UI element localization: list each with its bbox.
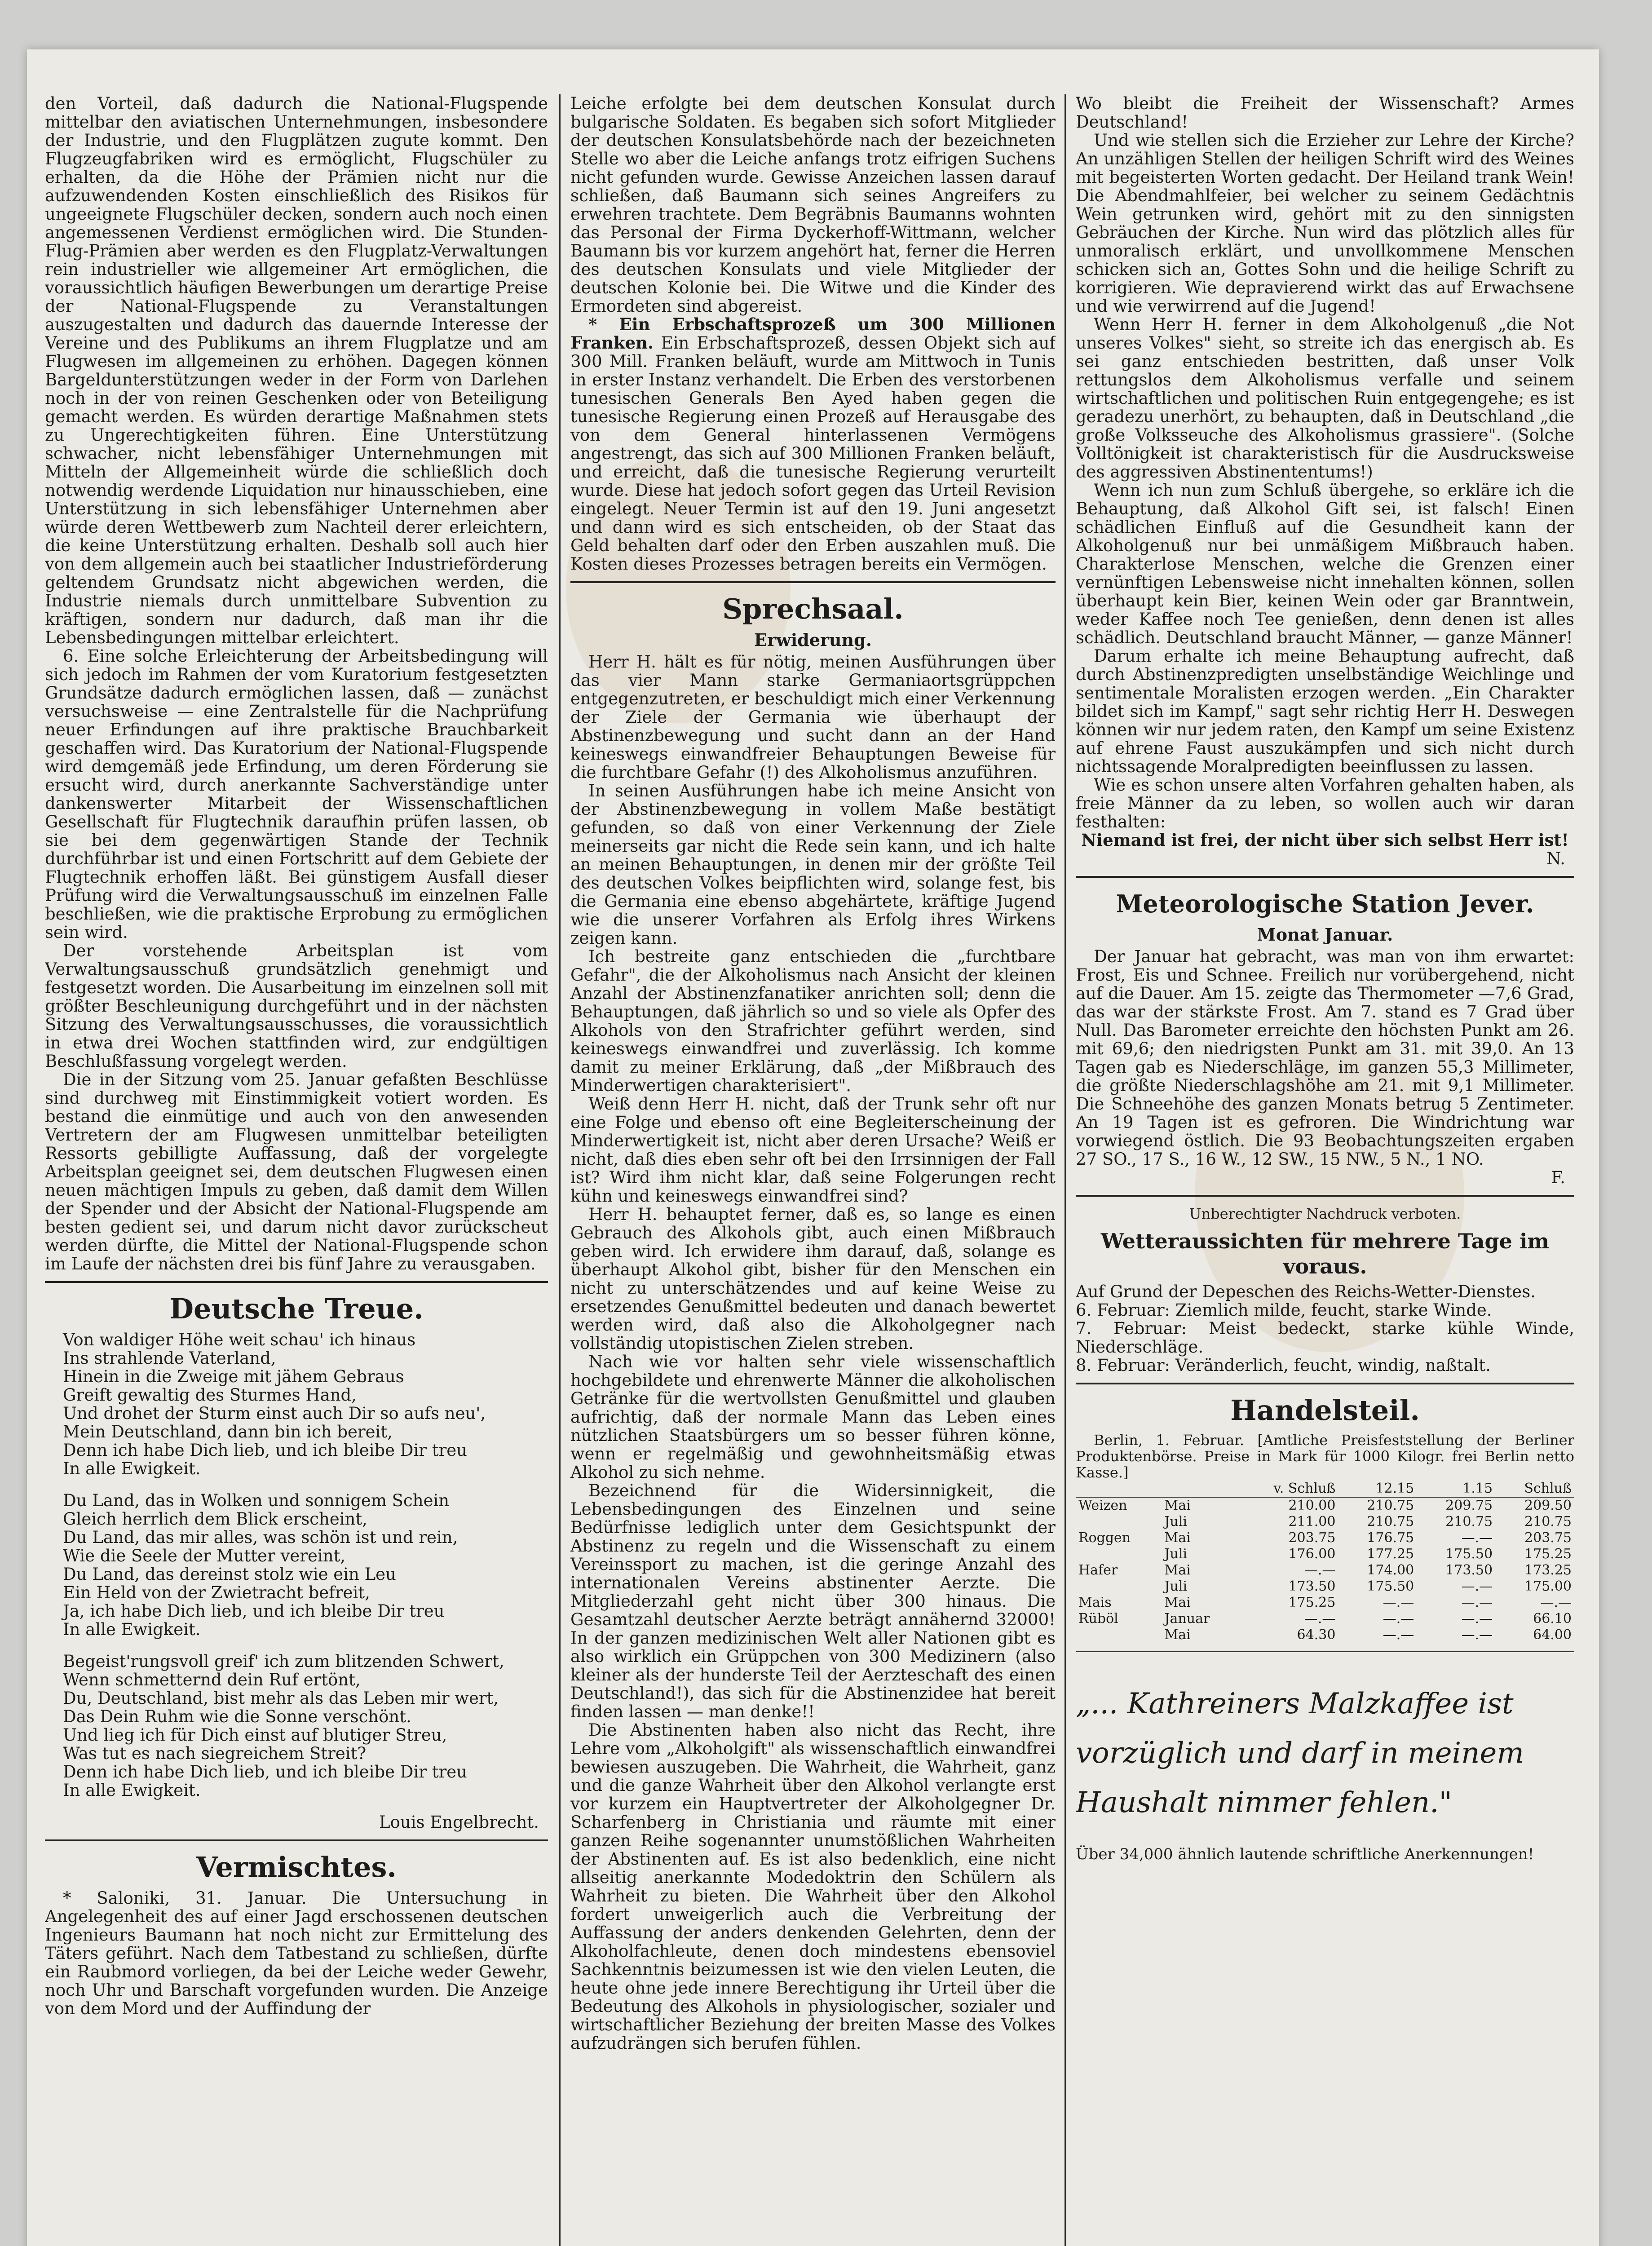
table-cell: —.— [1383, 1611, 1414, 1627]
column-2 [570, 94, 1056, 2246]
column-1 [45, 94, 548, 2246]
table-row [1076, 1578, 1574, 1595]
table-cell: Juli [1164, 1514, 1188, 1530]
article-paragraph: 6. Eine solche Erleichterung der Arbeitsbedingung will sich jedoch im Rahmen der vom Kuratorium festgesetzten Grundsätze dadurch ermöglichen lassen, daß — zunächst versuchsweise — eine Zentralstelle für die Nachprüfung neuer Erfindungen auf ihre praktische Brauchbarkeit geschaffen wird. Das Kuratorium der National-Flugspende wird demgemäß jede Erfindung, um deren Förderung sie ersucht wird, durch anerkannte Sachverständige unter dankenswerter Mitarbeit der Wissenschaftlichen Gesellschaft für Flugtechnik daraufhin prüfen lassen, ob sie bei dem gegenwärtigen Stande der Technik durchführbar ist und einen Fortschritt auf dem Gebiete der Flugtechnik erhoffen läßt. Bei günstigem Ausfall dieser Prüfung wird die Verwaltungsausschuß im einzelnen Falle beschließen, wie die praktische Erprobung zu ermöglichen sein wird. [45, 646, 548, 942]
table-cell: Juli [1164, 1546, 1188, 1562]
divider [570, 581, 1056, 583]
market-intro: Berlin, 1. Februar. [Amtliche Preisfeststellung der Berliner Produktenbörse. Preise in Mark für 1000 Kilogr. frei Berlin netto Kasse.] [1076, 1432, 1574, 1481]
table-cell: 211.00 [1288, 1514, 1336, 1530]
meteorology-subtitle: Monat Januar. [1257, 924, 1393, 945]
table-row [1076, 1530, 1574, 1546]
table-cell: 210.75 [1367, 1498, 1414, 1513]
table-header: Schluß [1495, 1481, 1574, 1497]
table-cell: Mai [1164, 1562, 1191, 1578]
table-cell: —.— [1383, 1627, 1414, 1643]
article-paragraph: Nach wie vor halten sehr viele wissenschaftlich hochgebildete und ehrenwerte Männer die alkoholischen Getränke für die wertvollsten Genußmittel und glauben aufrichtig, daß der normale Mann das Leben eines nützlichen Staatsbürgers um so besser führen könne, wenn er regelmäßig und gewohnheitsmäßig etwas Alkohol zu sich nehme. [570, 1352, 1056, 1482]
poem-line: Und drohet der Sturm einst auch Dir so aufs neu', [63, 1404, 486, 1423]
table-cell: Mai [1164, 1627, 1191, 1643]
newspaper-page [27, 49, 1599, 2246]
table-cell: 209.50 [1524, 1498, 1572, 1513]
table-header-row [1076, 1481, 1574, 1497]
poem-line: Du Land, das mir alles, was schön ist und rein, [63, 1528, 458, 1547]
poem-line: Ja, ich habe Dich lieb, und ich bleibe Dir treu [63, 1601, 445, 1621]
weather-item: 7. Februar: Meist bedeckt, starke kühle Winde, Niederschläge. [1076, 1319, 1574, 1357]
table-row [1076, 1562, 1574, 1578]
table-cell: Roggen [1078, 1530, 1131, 1546]
advertisement-text: „... Kathreiners Malzkaffee ist vorzüglich und darf in meinem Haushalt nimmer fehlen." [1076, 1687, 1524, 1819]
poem-author: Louis Engelbrecht. [379, 1813, 539, 1832]
poem-line: In alle Ewigkeit. [63, 1620, 201, 1639]
article-paragraph: Wenn ich nun zum Schluß übergehe, so erkläre ich die Behauptung, daß Alkohol Gift sei, ist falsch! Einen schädlichen Einfluß auf die Gesundheit kann der Alkoholgenuß nur bei unmäßigem Mißbrauch haben. Charakterlose Menschen, welche die Grenzen einer vernünftigen Lebensweise nicht innehalten können, sollen überhaupt kein Bier, keinen Wein oder gar Branntwein, weder Kaffee noch Tee genießen, denn denen ist alles schädlich. Deutschland braucht Männer, — ganze Männer! [1076, 481, 1574, 647]
table-cell: 173.50 [1288, 1578, 1336, 1594]
article-paragraph: Ich bestreite ganz entschieden die „furchtbare Gefahr", die der Alkoholismus nach Ansicht der kleinen Anzahl der Abstinenzfanatiker anrichten soll; denn die Behauptungen, daß jährlich so und so viele als Opfer des Alkohols von den Strafrichter geführt werden, sind keineswegs einwandfrei und zuverlässig. Ich komme damit zu meiner Erklärung, daß „der Mißbrauch des Minderwertigen charakterisiert". [570, 947, 1056, 1095]
table-cell: 64.00 [1533, 1627, 1572, 1643]
table-header [1162, 1481, 1238, 1497]
poem-title: Deutsche Treue. [169, 1292, 424, 1325]
divider [1076, 1651, 1574, 1652]
poem-line: Du, Deutschland, bist mehr als das Leben mir wert, [63, 1689, 499, 1708]
table-cell: 64.30 [1297, 1627, 1336, 1643]
article-paragraph: Bezeichnend für die Widersinnigkeit, die Lebensbedingungen des Einzelnen und seine Bedürfnisse lediglich unter dem Gesichtspunkt der Abstinenz zu regeln und die Wissenschaft zu einem Vereinssport zu machen, ist die geringe Anzahl des internationalen Vereins abstinenter Aerzte. Die Mitgliederzahl geht nicht über 300 hinaus. Die Gesamtzahl deutscher Aerzte beträgt annähernd 32000! In der ganzen medizinischen Welt aller Nationen gibt es also wirklich ein Grüppchen von 300 Medizinern (also kleiner als der hunderste Teil der Aerzteschaft des einen Deutschland!), das sich für die Abstinenzidee hat bereit finden lassen — man denke!! [570, 1481, 1056, 1721]
article-paragraph: den Vorteil, daß dadurch die National-Flugspende mittelbar den aviatischen Unternehmungen, insbesondere der Industrie, und den Flugplätzen zugute kommt. Den Flugzeugfabriken wird es ermöglicht, Flugschüler zu erhalten, da die Höhe der Prämien nicht nur die aufzuwendenden Kosten einschließlich des Risikos für ungeeignete Flugschüler decken, sondern auch noch einen angemessenen Verdienst ermöglichen wird. Die Stunden-Flug-Prämien aber werden es den Flugplatz-Verwaltungen rein industrieller wie allgemeiner Art ermöglichen, die voraussichtlich häufigen Bewerbungen um derartige Preise der National-Flugspende zu Veranstaltungen auszugestalten und dadurch das dauernde Interesse der Vereine und des Publikums an ihrem Flugplatze und am Flugwesen im allgemeinen zu erhöhen. Dagegen können Bargeldunterstützungen weder in der Form von Darlehen noch in der von reinen Geschenken oder von Beteiligung gemacht werden. Es würden derartige Maßnahmen stets zu Ungerechtigkeiten führen. Eine Unterstützung schwacher, nicht lebensfähiger Unternehmungen mit Mitteln der Allgemeinheit würde die schließlich doch notwendig werdende Liquidation nur hinausschieben, eine Unterstützung in sich lebensfähiger Unternehmen aber würde deren Wettbewerb zum Nachteil derer erleichtern, die keine Unterstützung erhalten. Deshalb soll auch hier von dem allgemein auch bei staatlicher Industrieförderung geltendem Grundsatz nicht abgewichen werden, die Industrie niemals durch unmittelbare Subvention zu kräftigen, sondern nur dadurch, daß man ihr die Lebensbedingungen mittelbar erleichtert. [45, 94, 548, 647]
weather-subtitle: Auf Grund der Depeschen des Reichs-Wetter-Dienstes. [1076, 1282, 1536, 1301]
table-cell: 177.25 [1367, 1546, 1414, 1562]
table-cell [1076, 1627, 1162, 1643]
table-cell: Mai [1164, 1530, 1191, 1546]
table-cell: —.— [1304, 1562, 1336, 1578]
table-cell: 210.00 [1288, 1498, 1336, 1513]
article-paragraph: Weiß denn Herr H. nicht, daß der Trunk sehr oft nur eine Folge und ebenso oft eine Begleiterscheinung der Minderwertigkeit ist, nicht aber deren Ursache? Weiß er nicht, daß dies eben sehr oft bei den Irrsinnigen der Fall ist? Wird ihm nicht klar, daß seine Folgerungen recht kühn und keineswegs einwandfrei sind? [570, 1094, 1056, 1206]
table-cell: 203.75 [1524, 1530, 1572, 1546]
article-paragraph: Die Abstinenten haben also nicht das Recht, ihre Lehre vom „Alkoholgift" als wissenschaftlich einwandfrei bewiesen auszugeben. Die Wahrheit, die Wahrheit, ganz und die ganze Wahrheit über den Alkohol verlangte erst vor kurzem ein Hauptvertreter der Alkoholgegner Dr. Scharfenberg in Christiania und räumte mit einer ganzen Reihe sogenannter unumstößlichen Wahrheiten der Abstinenten auf. Es ist also bedenklich, eine nicht allseitig anerkannte Modedoktrin den Schülern als Wahrheit zu bieten. Die Wahrheit über den Alkohol fordert unweigerlich auch die Verbreitung der Auffassung der anders denkenden Gelehrten, denn der Alkoholfachleute, denen doch mindestens ebensoviel Sachkenntnis beizumessen ist wie den vielen Leuten, die heute ohne jede innere Berechtigung ihr Urteil über die Bedeutung des Alkohols in physiologischer, sozialer und wirtschaftlicher Beziehung der breiten Masse des Volkes aufzudrängen sich berufen fühlen. [570, 1720, 1056, 2053]
motto-signature: N. [1546, 849, 1565, 868]
table-cell: 175.25 [1288, 1595, 1336, 1610]
table-row [1076, 1627, 1574, 1643]
article-paragraph [570, 315, 1056, 573]
article-paragraph: Der Januar hat gebracht, was man von ihm erwartet: Frost, Eis und Schnee. Freilich nur vorübergehend, nicht auf die Dauer. Am 15. zeigte das Thermometer —7,6 Grad, das war der stärkste Frost. Am 7. stand es 7 Grad über Null. Das Barometer erreichte den höchsten Punkt am 26. mit 69,6; den niedrigsten Punkt am 31. mit 39,0. An 13 Tagen gab es Niederschläge, im ganzen 55,3 Millimeter, die größte Niederschlagshöhe am 21. mit 9,1 Millimeter. Die Schneehöhe des ganzen Monats betrug 5 Zentimeter. An 19 Tagen ist es gefroren. Die Windrichtung war vorwiegend östlich. Die 93 Beobachtungszeiten ergaben 27 SO., 17 S., 16 W., 12 SW., 15 NW., 5 N., 1 NO. [1076, 947, 1574, 1169]
divider [1076, 1195, 1574, 1197]
table-cell: Juli [1164, 1578, 1188, 1594]
divider [1076, 876, 1574, 878]
table-cell: 210.75 [1367, 1514, 1414, 1530]
poem-line: Wie die Seele der Mutter vereint, [63, 1546, 346, 1565]
table-cell: Rüböl [1078, 1611, 1118, 1627]
reprint-notice: Unberechtigter Nachdruck verboten. [1189, 1205, 1461, 1222]
article-paragraph: Die in der Sitzung vom 25. Januar gefaßten Beschlüsse sind durchweg mit Einstimmigkeit votiert worden. Es bestand die einmütige und auch von den anwesenden Vertretern der am Flugwesen unmittelbar beteiligten Ressorts gebilligte Auffassung, daß der vorgelegte Arbeitsplan geeignet sei, dem deutschen Flugwesen einen neuen mächtigen Impuls zu geben, daß damit dem Willen der Spender und der Absicht der National-Flugspende am besten gedient sei, und darum nicht davor zurückscheut werden dürfte, die Mittel der National-Flugspende schon im Laufe der nächsten drei bis fünf Jahre zu verausgaben. [45, 1070, 548, 1273]
article-paragraph: Darum erhalte ich meine Behauptung aufrecht, daß durch Abstinenzpredigten unselbständige Weichlinge und sentimentale Moralisten erzogen werden. „Ein Charakter bildet sich im Kampf," sagt sehr richtig Herr H. Deswegen können wir nur jedem raten, den Kampf um seine Existenz auf ehrene Faust auszukämpfen und sich nicht durch nichtssagende Moralpredigten beeinflussen zu lassen. [1076, 646, 1574, 776]
column-divider [559, 94, 561, 2246]
poem-stanza [63, 1331, 548, 1478]
table-cell [1076, 1514, 1162, 1530]
poem-line: Und lieg ich für Dich einst auf blutiger Streu, [63, 1725, 447, 1745]
weather-forecast-title: Wetteraussichten für mehrere Tage im voraus. [1100, 1229, 1550, 1278]
table-cell: Mai [1164, 1595, 1191, 1610]
poem-line: Gleich herrlich dem Blick erscheint, [63, 1509, 368, 1529]
misc-title: Vermischtes. [196, 1851, 397, 1883]
table-row [1076, 1497, 1574, 1514]
poem-stanza [63, 1491, 548, 1639]
poem-line: Wenn schmetternd dein Ruf ertönt, [63, 1670, 361, 1689]
table-cell: Mais [1078, 1595, 1112, 1610]
table-cell: 173.50 [1445, 1562, 1493, 1578]
poem-line: Du Land, das in Wolken und sonnigem Schein [63, 1491, 450, 1510]
table-header: 1.15 [1417, 1481, 1495, 1497]
table-row [1076, 1611, 1574, 1627]
table-cell: —.— [1461, 1595, 1493, 1610]
article-paragraph: In seinen Ausführungen habe ich meine Ansicht von der Abstinenzbewegung in vollem Maße bestätigt gefunden, so daß von einer Verkennung der Ziele meinerseits gar nicht die Rede sein kann, und ich halte an meinen Behauptungen, in denen mir der größte Teil des deutschen Volkes beipflichten wird, solange fest, bis die Germania eine ebenso abgehärtete, kräftige Jugend wie die unserer Vorfahren als Erfolg ihres Wirkens zeigen kann. [570, 781, 1056, 948]
poem-line: Greift gewaltig des Sturmes Hand, [63, 1385, 357, 1405]
table-cell: —.— [1461, 1578, 1493, 1594]
table-header: 12.15 [1338, 1481, 1417, 1497]
poem [45, 1331, 548, 1799]
table-cell: 175.00 [1524, 1578, 1572, 1594]
table-cell: 175.25 [1524, 1546, 1572, 1562]
article-paragraph: Und wie stellen sich die Erzieher zur Lehre der Kirche? An unzähligen Stellen der heiligen Schrift wird des Weines mit begeisterten Worten gedacht. Der Heiland trank Wein! Die Abendmahlfeier, bei welcher zu seinem Gedächtnis Wein getrunken wird, gehört mit zu den sinnigsten Gebräuchen der Kirche. Nun wird das plötzlich alles für unmoralisch erklärt, und unvollkommene Menschen schicken sich an, Gottes Sohn und die heilige Schrift zu korrigieren. Wie depravierend wirkt das auf Erwachsene und wie verwirrend auf die Jugend! [1076, 131, 1574, 316]
table-cell: 203.75 [1288, 1530, 1336, 1546]
erwiderung-title: Erwiderung. [754, 630, 872, 650]
table-cell: —.— [1540, 1595, 1572, 1610]
table-cell: —.— [1383, 1595, 1414, 1610]
article-paragraph: Wo bleibt die Freiheit der Wissenschaft? Armes Deutschland! [1076, 94, 1574, 132]
table-cell: Januar [1164, 1611, 1210, 1627]
table-cell [1076, 1546, 1162, 1562]
poem-line: Hinein in die Zweige mit jähem Gebraus [63, 1367, 404, 1386]
table-cell: Mai [1164, 1498, 1191, 1513]
table-cell: Weizen [1078, 1498, 1127, 1513]
market-table [1076, 1481, 1574, 1643]
poem-stanza [63, 1652, 548, 1799]
article-heading: * Ein Erbschaftsprozeß um 300 Millionen Franken. [570, 314, 1056, 353]
table-header: v. Schluß [1237, 1481, 1338, 1497]
table-cell: 210.75 [1524, 1514, 1572, 1530]
poem-line: In alle Ewigkeit. [63, 1781, 201, 1800]
divider [45, 1281, 548, 1283]
article-paragraph: Leiche erfolgte bei dem deutschen Konsulat durch bulgarische Soldaten. Es begaben sich sofort Mitglieder der deutschen Konsulatsbehörde nach der bezeichneten Stelle wo aber die Leiche anfangs trotz eifrigen Suchens nicht gefunden wurde. Gewisse Anzeichen lassen darauf schließen, daß Baumann sich seines Angreifers zu erwehren trachtete. Dem Begräbnis Baumanns wohnten das Personal der Firma Dyckerhoff-Wittmann, welcher Baumann bis vor kurzem angehört hat, ferner die Herren des deutschen Konsulats und viele Mitglieder der deutschen Kolonie bei. Die Witwe und die Kinder des Ermordeten sind abgereist. [570, 94, 1056, 316]
column-divider [1065, 94, 1066, 2246]
table-cell: 175.50 [1367, 1578, 1414, 1594]
poem-line: In alle Ewigkeit. [63, 1459, 201, 1478]
table-cell: —.— [1461, 1530, 1493, 1546]
table-cell [1076, 1578, 1162, 1595]
meteorology-title: Meteorologische Station Jever. [1116, 889, 1534, 918]
article-paragraph: Wenn Herr H. ferner in dem Alkoholgenuß „die Not unseres Volkes" sieht, so streite ich das energisch ab. Es sei ganz entschieden bestritten, daß unser Volk rettungslos dem Alkoholismus verfalle und seinem wirtschaftlichen und politischen Ruin entgegengehe; es ist geradezu unerhört, zu behaupten, daß in Deutschland „die große Volksseuche des Alkoholismus grassiere". (Solche Volltönigkeit ist charakteristisch für die Ausdrucksweise des aggressiven Abstinententums!) [1076, 315, 1574, 482]
divider [45, 1839, 548, 1841]
table-cell: 174.00 [1367, 1562, 1414, 1578]
table-cell: —.— [1304, 1611, 1336, 1627]
poem-line: Denn ich habe Dich lieb, und ich bleibe Dir treu [63, 1441, 468, 1460]
weather-item: 6. Februar: Ziemlich milde, feucht, starke Winde. [1076, 1300, 1492, 1320]
table-cell: Hafer [1078, 1562, 1118, 1578]
article-paragraph: Wie es schon unsere alten Vorfahren gehalten haben, als freie Männer da zu leben, so wollen auch wir daran festhalten: [1076, 775, 1574, 831]
table-cell: —.— [1461, 1611, 1493, 1627]
table-row [1076, 1595, 1574, 1611]
table-cell: 210.75 [1445, 1514, 1493, 1530]
poem-line: Mein Deutschland, dann bin ich bereit, [63, 1422, 393, 1441]
poem-line: Du Land, das dereinst stolz wie ein Leu [63, 1565, 396, 1584]
article-body: Ein Erbschaftsprozeß, dessen Objekt sich auf 300 Mill. Franken beläuft, wurde am Mittwoch in Tunis in erster Instanz verhandelt. Die Erben des verstorbenen tunesischen Generals Ben Ayed haben gegen die tunesische Regierung einen Prozeß auf Herausgabe des von dem General hinterlassenen Vermögens angestrengt, das sich auf 300 Millionen Franken beläuft, und erreicht, daß die tunesische Regierung verurteilt wurde. Diese hat jedoch sofort gegen das Urteil Revision eingelegt. Neuer Termin ist auf den 19. Juni angesetzt und dann wird es sich entscheiden, ob der Staat das Geld behalten darf oder den Erben auszahlen muß. Die Kosten dieses Prozesses betragen bereits ein Vermögen. [570, 333, 1056, 574]
article-paragraph: Herr H. hält es für nötig, meinen Ausführungen über das vier Mann starke Germaniaortsgrüppchen entgegenzutreten, er beschuldigt mich einer Verkennung der Ziele der Germania wie überhaupt der Abstinenzbewegung und sucht dann an der Hand keineswegs einwandfreier Behauptungen Beweise für die furchtbare Gefahr (!) des Alkoholismus anzuführen. [570, 652, 1056, 782]
divider [1076, 1383, 1574, 1384]
poem-line: Was tut es nach siegreichem Streit? [63, 1744, 367, 1763]
poem-line: Von waldiger Höhe weit schau' ich hinaus [63, 1330, 416, 1349]
weather-item: 8. Februar: Veränderlich, feucht, windig, naßtalt. [1076, 1356, 1491, 1375]
handel-title: Handelsteil. [1230, 1394, 1420, 1427]
motto: Niemand ist frei, der nicht über sich selbst Herr ist! [1081, 830, 1569, 850]
sprechsaal-title: Sprechsaal. [722, 592, 904, 625]
table-cell: 176.75 [1367, 1530, 1414, 1546]
table-cell: 175.50 [1445, 1546, 1493, 1562]
article-paragraph: Herr H. behauptet ferner, daß es, so lange es einen Gebrauch des Alkohols gibt, auch einen Mißbrauch geben wird. Ich erwidere ihm darauf, daß, solange es überhaupt Alkohol gibt, bisher für den Menschen ein nicht zu unterschätzendes und auf keine Weise zu ersetzendes Genußmittel bedeuten und danach bewertet werden wird, daß also die Alkoholgegner nach vollständig utopistischen Zielen streben. [570, 1205, 1056, 1353]
table-cell: —.— [1461, 1627, 1493, 1643]
table-row [1076, 1514, 1574, 1530]
poem-line: Begeist'rungsvoll greif' ich zum blitzenden Schwert, [63, 1652, 504, 1671]
table-row [1076, 1546, 1574, 1562]
table-cell: 176.00 [1288, 1546, 1336, 1562]
table-cell: 173.25 [1524, 1562, 1572, 1578]
advertisement-footer: Über 34,000 ähnlich lautende schriftliche Anerkennungen! [1076, 1845, 1534, 1863]
article-paragraph: Der vorstehende Arbeitsplan ist vom Verwaltungsausschuß grundsätzlich genehmigt und festgesetzt worden. Die Ausarbeitung im einzelnen soll mit größter Beschleunigung durchgeführt und in der nächsten Sitzung des Verwaltungsausschusses, die voraussichtlich in etwa drei Wochen stattfinden wird, zur endgültigen Beschlußfassung vorgelegt werden. [45, 941, 548, 1071]
meteorology-signature: F. [1551, 1168, 1565, 1187]
column-3 [1076, 94, 1574, 2246]
poem-line: Ins strahlende Vaterland, [63, 1348, 276, 1368]
article-paragraph: * Saloniki, 31. Januar. Die Untersuchung in Angelegenheit des auf einer Jagd erschossenen deutschen Ingenieurs Baumann hat noch nicht zur Ermittelung des Täters geführt. Nach dem Tatbestand zu schließen, dürfte ein Raubmord vorliegen, da bei der Leiche weder Gewehr, noch Uhr und Barschaft vorgefunden wurden. Die Anzeige von dem Mord und der Auffindung der [45, 1888, 548, 2018]
table-cell: 66.10 [1533, 1611, 1572, 1627]
poem-line: Ein Held von der Zwietracht befreit, [63, 1583, 370, 1602]
poem-line: Denn ich habe Dich lieb, und ich bleibe Dir treu [63, 1762, 468, 1782]
table-header [1076, 1481, 1162, 1497]
table-cell: 209.75 [1445, 1498, 1493, 1513]
poem-line: Das Dein Ruhm wie die Sonne verschönt. [63, 1707, 411, 1726]
